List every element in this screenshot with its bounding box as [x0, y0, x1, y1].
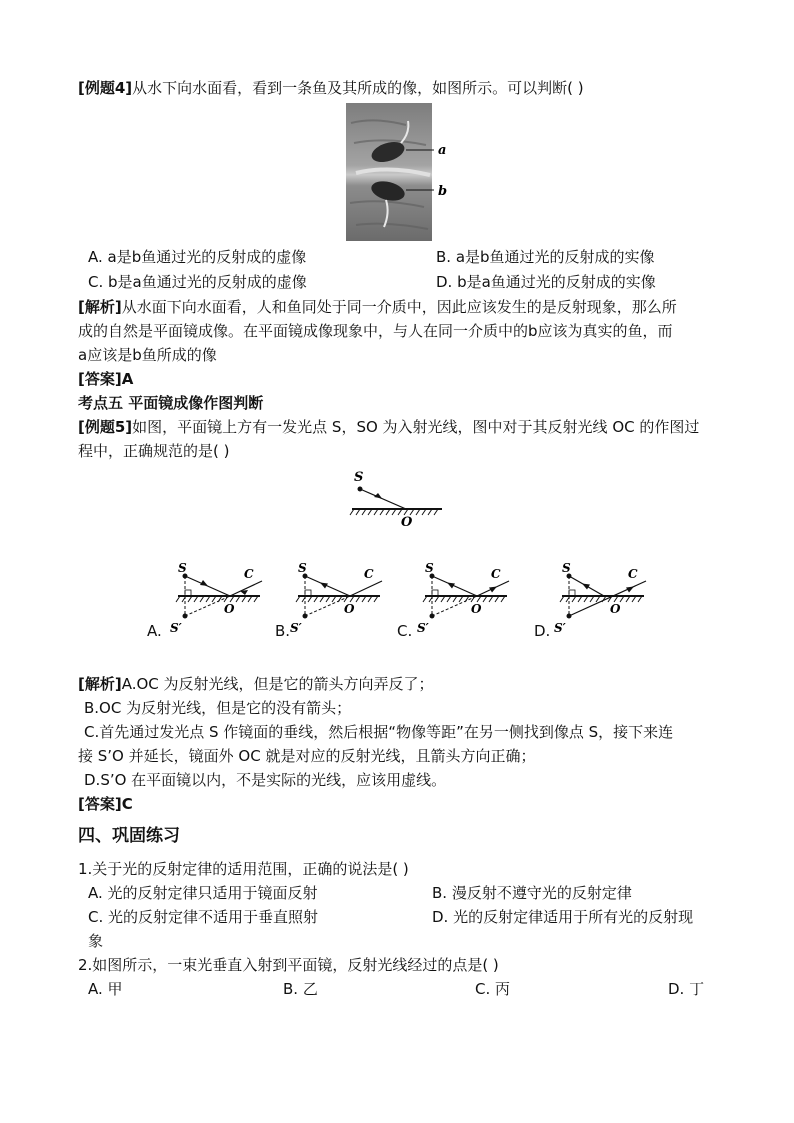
ex5-question-1: 如图，平面镜上方有一发光点 S，SO 为入射光线，图中对于其反射光线 OC 的作图过 [132, 418, 700, 436]
ex4-option-b: B. a是b鱼通过光的反射成的实像 [436, 248, 655, 266]
fig-label-s: S [354, 470, 364, 485]
q1-option-a: A. 光的反射定律只适用于镜面反射 [88, 884, 318, 902]
ex4-option-a: A. a是b鱼通过光的反射成的虚像 [88, 248, 307, 266]
ex4-option-c: C. b是a鱼通过光的反射成的虚像 [88, 273, 307, 291]
choice-d-figure [554, 561, 646, 635]
c-label-s: S [425, 561, 434, 575]
ex5-question-2: 程中，正确规范的是( ) [78, 442, 230, 460]
ex4-question: 从水下向水面看，看到一条鱼及其所成的像，如图所示。可以判断( ) [132, 79, 584, 97]
ex4-answer: [答案]A [78, 370, 134, 388]
photo-label-a: a [438, 143, 447, 158]
q2-option-b: B. 乙 [283, 980, 318, 998]
ex4-question-line [78, 77, 584, 99]
ex5-analysis-c1: C.首先通过发光点 S 作镜面的垂线，然后根据“物像等距”在另一侧找到像点 S，接下来连 [84, 723, 674, 741]
ex5-analysis-a: A.OC 为反射光线，但是它的箭头方向弄反了； [121, 675, 434, 693]
choice-b-figure [290, 561, 382, 635]
b-label-o: O [344, 602, 355, 616]
q2-option-d: D. 丁 [668, 980, 705, 998]
ex4-tag: [例题4] [78, 79, 133, 97]
ex5-analysis-line-a [78, 673, 434, 695]
ex5-analysis-b: B.OC 为反射光线，但是它的没有箭头； [84, 699, 352, 717]
ex5-main-figure [340, 463, 450, 531]
ex4-analysis-tag: [解析] [78, 298, 122, 316]
ex4-analysis-line-1 [78, 296, 677, 318]
section-4-heading: 四、巩固练习 [78, 826, 180, 846]
b-label-s: S [298, 561, 307, 575]
ex4-analysis-3: a应该是b鱼所成的像 [78, 346, 217, 364]
c-label-o: O [471, 602, 482, 616]
q1-option-b: B. 漫反射不遵守光的反射定律 [432, 884, 632, 902]
ex4-analysis-1: 从水面下向水面看，人和鱼同处于同一介质中，因此应该发生的是反射现象，那么所 [121, 298, 677, 316]
choice-letter-a: A. [147, 622, 162, 640]
ex5-question-line-1 [78, 416, 699, 438]
d-label-o: O [610, 602, 621, 616]
a-label-sp: S′ [170, 621, 182, 635]
b-label-c: C [364, 567, 374, 581]
q2-option-c: C. 丙 [475, 980, 511, 998]
d-label-c: C [628, 567, 638, 581]
choice-letter-b: B. [275, 622, 291, 640]
d-label-s: S [562, 561, 571, 575]
a-label-o: O [224, 602, 235, 616]
ex5-answer: [答案]C [78, 795, 133, 813]
q1-option-d-cont: 象 [88, 932, 104, 950]
fish-photo [346, 103, 466, 241]
q1-stem: 1.关于光的反射定律的适用范围，正确的说法是( ) [78, 860, 409, 878]
q2-option-a: A. 甲 [88, 980, 123, 998]
photo-label-b: b [438, 184, 448, 199]
choice-a-figure [170, 561, 262, 635]
a-label-s: S [178, 561, 187, 575]
c-label-sp: S′ [417, 621, 429, 635]
choice-letter-c: C. [397, 622, 413, 640]
choice-c-figure [417, 561, 509, 635]
choice-letter-d: D. [534, 622, 551, 640]
ex5-analysis-c2: 接 S’O 并延长，镜面外 OC 就是对应的反射光线，且箭头方向正确； [78, 747, 536, 765]
c-label-c: C [491, 567, 501, 581]
ex5-tag: [例题5] [78, 418, 133, 436]
ex5-analysis-tag: [解析] [78, 675, 122, 693]
ex4-analysis-2: 成的自然是平面镜成像。在平面镜成像现象中，与人在同一介质中的b应该为真实的鱼，而 [78, 322, 673, 340]
ex5-analysis-d: D.S’O 在平面镜以内，不是实际的光线，应该用虚线。 [84, 771, 447, 789]
d-label-sp: S′ [554, 621, 566, 635]
fig-label-o: O [401, 515, 413, 530]
q1-option-d: D. 光的反射定律适用于所有光的反射现 [432, 908, 694, 926]
a-label-c: C [244, 567, 254, 581]
q1-option-c: C. 光的反射定律不适用于垂直照射 [88, 908, 319, 926]
b-label-sp: S′ [290, 621, 302, 635]
topic-5-heading: 考点五 平面镜成像作图判断 [78, 394, 264, 412]
ex4-option-d: D. b是a鱼通过光的反射成的实像 [436, 273, 656, 291]
q2-stem: 2.如图所示，一束光垂直入射到平面镜，反射光线经过的点是( ) [78, 956, 499, 974]
